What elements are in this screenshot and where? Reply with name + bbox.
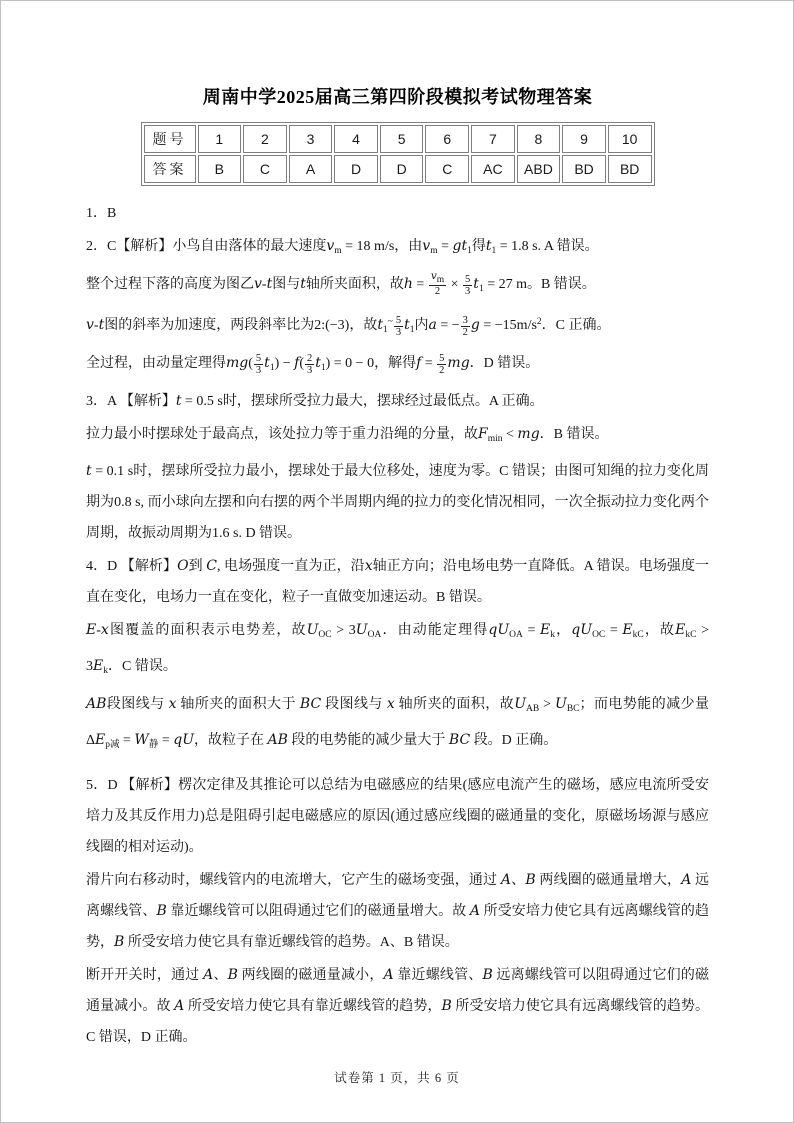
math-variable: E [95, 731, 106, 748]
math-variable: U [514, 696, 527, 713]
math-variable: q [488, 622, 498, 639]
question-number-cell: 6 [425, 125, 469, 153]
math-variable: f [416, 354, 422, 371]
math-variable: U [497, 622, 510, 639]
solution-paragraph-2 [86, 231, 709, 267]
text-run: 靠近螺线管、 [393, 967, 483, 983]
text-run: × [447, 276, 463, 292]
text-run: 图的斜率为加速度，两段斜率比为2:(−3)，故 [104, 317, 378, 333]
text-run: ( [299, 355, 304, 371]
solution-paragraph-12 [86, 770, 709, 863]
math-subscript: 1 [478, 283, 484, 294]
math-variable: h [403, 275, 413, 292]
question-number-cell: 8 [517, 125, 561, 153]
text-run: 1．B [86, 206, 117, 221]
text-run: = [437, 239, 453, 254]
row-label-cell: 题号 [144, 125, 196, 153]
math-variable: B [114, 933, 125, 950]
text-run: - [93, 317, 99, 333]
math-variable: a [428, 316, 437, 333]
text-run: 轴正方向；沿电场电势一直降低。A 错误。电场强度一直在变化，电场力一直在变化，粒子一直做变加速运动。B 错误。 [86, 559, 710, 606]
fraction [394, 315, 403, 338]
question-number-cell: 10 [608, 125, 652, 153]
answer-table [141, 122, 655, 186]
text-run: 轴所夹面积，故 [305, 276, 404, 292]
math-subscript: m [334, 245, 342, 256]
answer-table-body [144, 125, 652, 183]
text-run: ) − [274, 355, 295, 371]
math-variable: E [86, 622, 97, 639]
solution-paragraph-14 [86, 960, 709, 1053]
text-run: = [522, 623, 541, 639]
text-run: 2．C【解析】小鸟自由落体的最大速度 [86, 239, 327, 254]
math-variable: W [134, 731, 149, 748]
answer-cell: D [380, 155, 424, 183]
math-variable: BC [299, 696, 322, 713]
solution-paragraph-7 [86, 419, 709, 455]
math-superscript: ~ [387, 316, 393, 327]
fraction [254, 353, 263, 376]
math-variable: g [452, 238, 462, 254]
text-run: 轴所夹的面积大于 [176, 697, 300, 713]
math-subscript: 静 [148, 739, 159, 750]
math-subscript: OC [318, 630, 332, 641]
text-run: - [96, 623, 101, 639]
math-variable: v [254, 275, 262, 292]
text-run: 5 [255, 353, 262, 365]
text-run: = 0.5 s时，摆球所受拉力最大，摆球经过最低点。A 正确。 [181, 393, 544, 409]
text-run: = [158, 732, 174, 748]
text-run: 3 [465, 286, 471, 298]
question-number-cell: 4 [334, 125, 378, 153]
text-run: 5 [439, 353, 445, 365]
math-subscript: 1 [409, 324, 415, 335]
text-run: 5 [395, 315, 402, 327]
text-run: ， [555, 623, 572, 639]
math-variable: g [460, 354, 470, 371]
answer-cell: BD [608, 155, 652, 183]
math-subscript: 1 [320, 362, 326, 373]
answer-cell: C [243, 155, 287, 183]
solution-paragraph-1 [86, 198, 709, 229]
text-run: 内 [414, 317, 429, 333]
text-run: > [539, 697, 555, 713]
math-variable: AB [86, 696, 107, 713]
row-label-cell: 答案 [144, 155, 196, 183]
text-run: , 电场强度一直为正，沿 [216, 559, 365, 575]
math-variable: x [100, 622, 109, 639]
text-run: 所受安培力使它具有远离螺线管的趋势。C 错误，D 正确。 [86, 998, 710, 1045]
text-run: ) = 0 − 0，解得 [325, 355, 417, 371]
math-variable: t [300, 275, 306, 292]
math-variable: v [422, 238, 431, 254]
math-subscript: m [430, 245, 438, 256]
answer-cell: C [425, 155, 469, 183]
math-variable: E [622, 622, 633, 639]
fraction [437, 353, 446, 376]
answer-cell: D [334, 155, 378, 183]
text-run: 所受安培力使它具有远离螺线管的趋势， [86, 903, 710, 950]
question-number-cell: 9 [562, 125, 606, 153]
fraction [461, 315, 470, 338]
text-run: > 3 [86, 623, 709, 675]
question-number-cell: 1 [198, 125, 242, 153]
math-variable: f [294, 354, 300, 371]
text-run: 所受安培力使它具有靠近螺线管的趋势， [184, 998, 442, 1014]
solution-paragraph-6 [86, 386, 709, 417]
text-run: 3 [255, 365, 262, 377]
math-variable: U [182, 731, 195, 748]
text-run: = [421, 355, 437, 371]
fraction [305, 353, 314, 376]
math-variable: x [168, 696, 177, 713]
question-number-cell: 2 [243, 125, 287, 153]
text-run: ；而电势能的减少量Δ [86, 697, 710, 748]
math-variable: v [86, 316, 94, 333]
math-subscript: BC [566, 703, 580, 714]
question-number-cell: 5 [380, 125, 424, 153]
text-run: ，故粒子在 [194, 732, 268, 748]
text-run: < [502, 426, 518, 442]
text-run: 3 [395, 327, 402, 339]
math-variable: t [315, 354, 321, 371]
math-subscript: kC [685, 630, 697, 641]
math-variable: A [500, 871, 512, 888]
text-run: 段图线与 [321, 697, 387, 713]
text-run: = [412, 276, 428, 292]
math-variable: v [430, 269, 437, 282]
math-subscript: OA [367, 630, 382, 641]
math-variable: E [93, 658, 104, 675]
math-variable: F [478, 425, 488, 442]
solution-paragraph-10 [86, 615, 709, 687]
math-variable: m [517, 425, 531, 442]
math-variable: A [681, 871, 692, 888]
text-run: ．D 错误。 [469, 355, 540, 371]
text-run: 整个过程下落的高度为图乙 [86, 276, 254, 292]
math-variable: U [555, 696, 567, 713]
text-run: 段的电势能的减少量大于 [287, 732, 449, 748]
text-run: 段图线与 [106, 697, 169, 713]
text-run: 靠近螺线管可以阻碍通过它们的磁通量增大。故 [166, 903, 470, 919]
text-run: = [605, 623, 623, 639]
math-variable: U [355, 622, 368, 639]
text-run: 所受安培力使它具有靠近螺线管的趋势。A、B 错误。 [124, 934, 459, 950]
answer-row [144, 155, 652, 183]
answer-cell: B [198, 155, 242, 183]
math-variable: t [404, 316, 410, 333]
math-variable: A [174, 997, 185, 1014]
text-run: - [261, 276, 267, 292]
text-run: 5 [465, 274, 471, 286]
text-run: 3 [462, 315, 468, 327]
text-run: 滑片向右移动时，螺线管内的电流增大，它产生的磁场变强，通过 [86, 872, 501, 888]
math-subscript: k [103, 666, 108, 677]
text-run: ，故 [643, 623, 676, 639]
text-run: ( [248, 355, 253, 371]
answer-cell: ABD [517, 155, 561, 183]
math-variable: x [386, 696, 395, 713]
math-variable: B [156, 902, 167, 919]
text-run: 、 [213, 967, 228, 983]
math-subscript: AB [526, 703, 540, 714]
math-variable: q [571, 622, 581, 639]
math-variable: E [540, 622, 551, 639]
text-run: 2 [306, 353, 313, 365]
math-variable: g [530, 425, 540, 442]
math-variable: t [266, 275, 273, 292]
text-run: > 3 [331, 623, 356, 639]
math-variable: B [227, 966, 238, 983]
text-run: = [119, 732, 135, 748]
text-run: 轴所夹的面积，故 [394, 697, 515, 713]
math-variable: U [306, 622, 319, 639]
math-subscript: m [436, 274, 445, 285]
text-run: 拉力最小时摆球处于最高点，该处拉力等于重力沿绳的分量，故 [86, 426, 478, 442]
text-run: 到 [188, 559, 207, 575]
math-variable: t [175, 392, 182, 409]
solution-paragraph-5 [86, 348, 709, 384]
math-subscript: kC [632, 630, 644, 641]
text-run: 断开开关时，通过 [86, 967, 204, 983]
math-variable: O [177, 558, 189, 575]
math-variable: A [203, 966, 214, 983]
text-run: = 1.8 s. A 错误。 [496, 239, 599, 254]
math-subscript: min [487, 433, 503, 444]
math-variable: m [226, 354, 240, 371]
text-run: 2 [462, 327, 468, 339]
math-superscript: 2 [536, 316, 542, 327]
math-subscript: 1 [467, 245, 472, 256]
math-subscript: 1 [491, 245, 497, 256]
math-variable: t [264, 354, 270, 371]
math-variable: B [482, 966, 493, 983]
math-variable: U [580, 622, 593, 639]
text-run: ．由动能定理得 [381, 623, 489, 639]
math-variable: v [326, 238, 335, 254]
math-variable: t [377, 316, 383, 333]
text-run: 2 [434, 286, 441, 298]
math-variable: g [470, 316, 480, 333]
math-subscript: OA [509, 630, 523, 641]
math-subscript: p减 [105, 739, 120, 750]
solution-paragraph-13 [86, 865, 709, 958]
solution-paragraph-9 [86, 551, 709, 613]
page-title: 周南中学2025届高三第四阶段模拟考试物理答案 [202, 87, 593, 107]
text-run: = 18 m/s，由 [341, 239, 423, 254]
math-variable: g [239, 354, 249, 371]
question-number-cell: 7 [471, 125, 515, 153]
math-variable: B [441, 997, 452, 1014]
math-variable: t [485, 238, 492, 254]
text-run: 远离螺线管、 [86, 872, 710, 919]
math-variable: x [364, 558, 373, 575]
text-run: 全过程，由动量定理得 [86, 355, 226, 371]
answer-cell: A [289, 155, 333, 183]
math-variable: A [469, 902, 481, 919]
question-number-cell: 3 [289, 125, 333, 153]
text-run: 远离螺线管可以阻碍通过它们的磁通量减小。故 [86, 967, 710, 1014]
math-variable: E [675, 622, 686, 639]
math-variable: B [525, 871, 536, 888]
fraction [463, 274, 472, 297]
math-variable: C [206, 558, 217, 575]
math-variable: BC [448, 731, 471, 748]
text-run: 4．D 【解析】 [86, 559, 178, 575]
text-run: 5．D 【解析】楞次定律及其推论可以总结为电磁感应的结果(感应电流产生的磁场，感应电流所受安培力及其反作用力)总是阻碍引起电磁感应的原因(通过感应线圈的磁通量的变化，原磁场场源与感应线圈的相对运动)。 [86, 777, 709, 855]
answer-cell: AC [471, 155, 515, 183]
math-subscript: k [550, 630, 556, 641]
math-variable: AB [267, 731, 288, 748]
text-run: 3 [306, 365, 313, 377]
fraction [429, 271, 446, 298]
solution-paragraph-11 [86, 689, 709, 761]
math-subscript: 1 [269, 362, 275, 373]
math-variable: q [173, 731, 183, 748]
math-variable: t [473, 275, 479, 292]
text-run: = −15m/s [479, 317, 537, 333]
text-run: 两线圈的磁通量减小， [237, 967, 384, 983]
text-run: 、 [511, 872, 526, 888]
text-run: ．C 错误。 [107, 659, 177, 675]
text-run: 图覆盖的面积表示电势差，故 [108, 623, 307, 639]
math-variable: m [447, 354, 461, 371]
text-run: 图与 [272, 276, 301, 292]
text-run: 2 [439, 365, 445, 377]
text-run: 3．A 【解析】 [86, 393, 176, 409]
text-run: 两线圈的磁通量增大， [535, 872, 682, 888]
text-run: 得 [471, 239, 486, 254]
math-subscript: 1 [382, 324, 388, 335]
solution-paragraph-4 [86, 307, 709, 346]
math-variable: t [461, 238, 468, 254]
solution-paragraph-3 [86, 269, 709, 305]
solution-paragraph-8 [86, 456, 709, 549]
math-variable: A [383, 966, 394, 983]
text-run: ．B 错误。 [539, 426, 609, 442]
text-run: ．C 正确。 [541, 317, 611, 333]
math-variable: t [98, 316, 105, 333]
math-subscript: OC [592, 630, 606, 641]
question-number-row [144, 125, 652, 153]
answer-cell: BD [562, 155, 606, 183]
page-footer: 试卷第 1 页，共 6 页 [334, 1071, 460, 1085]
text-run: = 27 m。B 错误。 [483, 276, 596, 292]
text-run: = 0.1 s时，摆球所受拉力最小，摆球处于最大位移处，速度为零。C 错误；由图可知绳的拉力变化周期为0.8 s, 而小球向左摆和向右摆的两个半周期内绳的拉力的变化情况相同，一次全振动拉力变化两个周期，故振动周期为1.6 s. D 错误。 [86, 464, 709, 542]
text-run: = − [436, 317, 460, 333]
solutions-section [86, 198, 709, 1053]
text-run: 段。D 正确。 [470, 732, 558, 748]
math-variable: t [86, 463, 92, 480]
